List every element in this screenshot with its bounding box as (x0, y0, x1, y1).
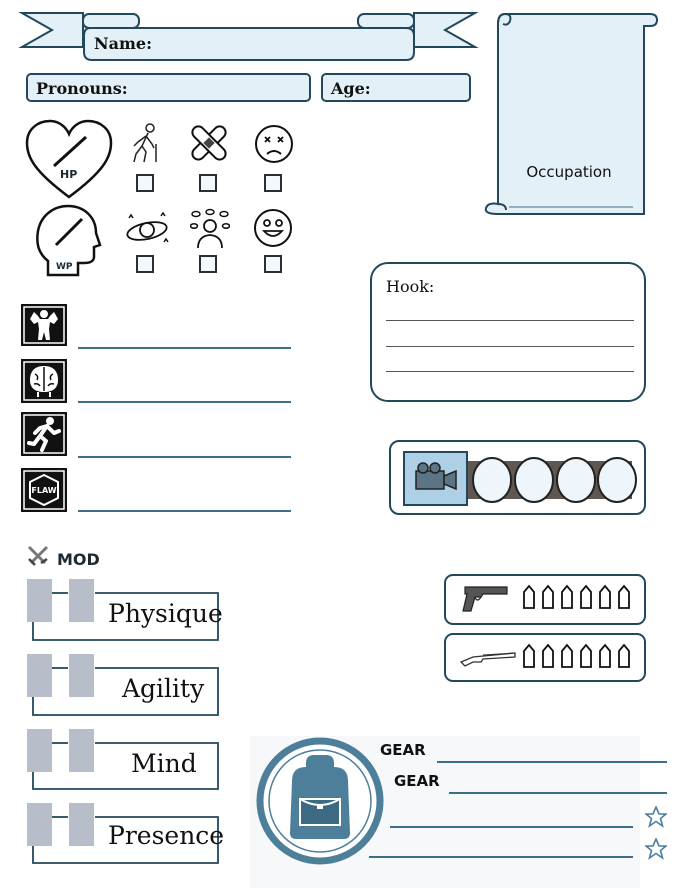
mind-label: Mind (131, 749, 197, 778)
flaw-badge-text: FLAW (31, 486, 57, 495)
mod-header-label: MOD (57, 550, 100, 569)
star-icon[interactable] (645, 838, 667, 860)
pronouns-label: Pronouns: (36, 79, 128, 98)
physique-label: Physique (108, 599, 223, 628)
gear-line-2[interactable] (449, 792, 667, 794)
name-label: Name: (94, 34, 153, 53)
star-icon[interactable] (645, 806, 667, 828)
occupation-label: Occupation (526, 163, 612, 181)
hp-label: HP (60, 168, 78, 181)
agility-label: Agility (122, 674, 205, 703)
presence-label: Presence (108, 821, 225, 850)
gear-label-1: GEAR (380, 741, 426, 759)
gear-line-4[interactable] (369, 856, 633, 858)
backpack-icon (256, 737, 384, 865)
age-label: Age: (331, 79, 371, 98)
gear-line-3[interactable] (390, 826, 633, 828)
gear-line-1[interactable] (437, 761, 667, 763)
hook-label: Hook: (386, 277, 435, 296)
wp-label: WP (56, 262, 73, 272)
gear-label-2: GEAR (394, 772, 440, 790)
